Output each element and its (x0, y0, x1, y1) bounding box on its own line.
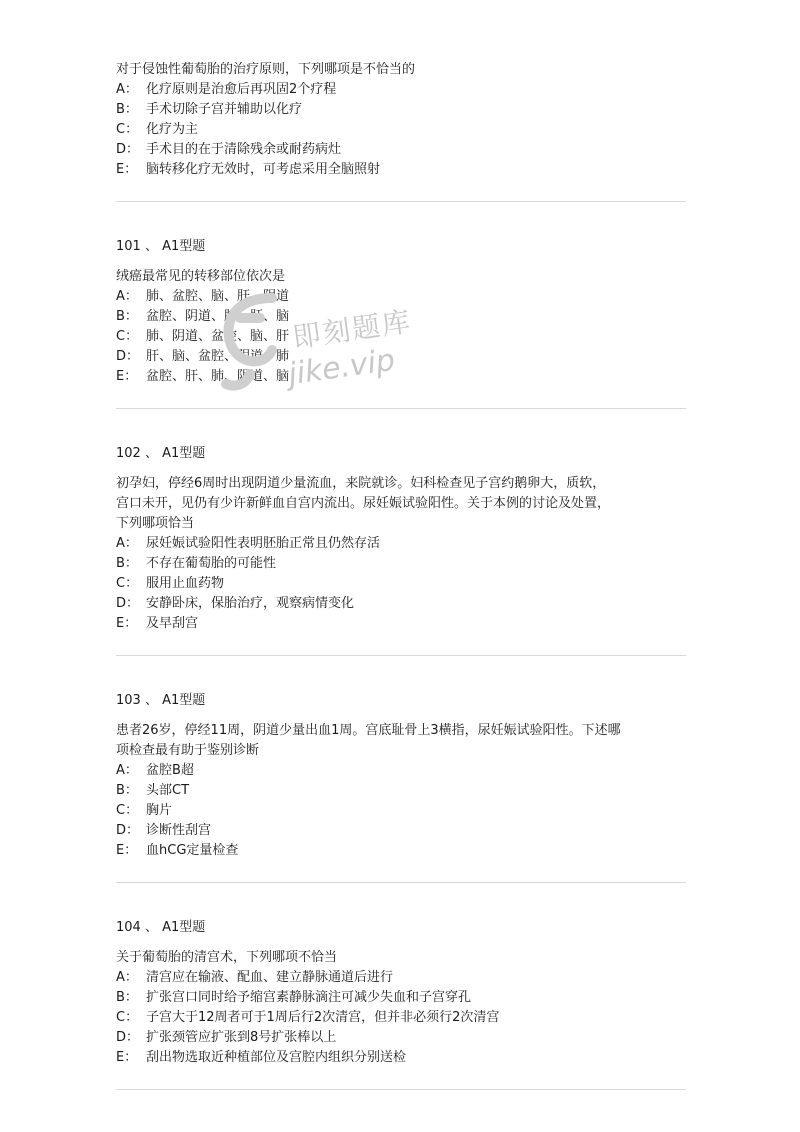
question-103 (116, 656, 686, 861)
option-letter: B： (116, 102, 138, 117)
option-text: 化疗原则是治愈后再巩固2个疗程 (146, 82, 337, 97)
option-e (116, 367, 686, 387)
option-a (116, 287, 686, 307)
option-text: 尿妊娠试验阳性表明胚胎正常且仍然存活 (146, 536, 381, 551)
question-stem-line: 宫口未开，见仍有少许新鲜血自宫内流出。尿妊娠试验阳性。关于本例的讨论及处置， (116, 496, 611, 511)
question-stem-line: 下列哪项恰当 (116, 516, 195, 531)
option-letter: D： (116, 142, 140, 157)
question-101 (116, 202, 686, 387)
option-text: 肺、盆腔、脑、肝、阴道 (146, 289, 290, 304)
option-a (116, 968, 686, 988)
option-letter: E： (116, 162, 138, 177)
option-e (116, 614, 686, 634)
option-d (116, 347, 686, 367)
option-text: 脑转移化疗无效时，可考虑采用全脑照射 (146, 162, 381, 177)
option-letter: D： (116, 823, 140, 838)
option-text: 胸片 (146, 803, 173, 818)
option-b (116, 988, 686, 1008)
question-stem: 绒癌最常见的转移部位依次是 (116, 269, 286, 284)
option-text: 手术切除子宫并辅助以化疗 (146, 102, 303, 117)
question-stem-line: 初孕妇，停经6周时出现阴道少量流血，来院就诊。妇科检查见子宫约鹅卵大，质软， (116, 476, 606, 491)
option-letter: A： (116, 763, 138, 778)
option-text: 头部CT (146, 783, 190, 798)
option-letter: B： (116, 556, 138, 571)
option-text: 血hCG定量检查 (146, 843, 239, 858)
option-text: 手术目的在于清除残余或耐药病灶 (146, 142, 342, 157)
option-text: 及早刮宫 (146, 616, 199, 631)
option-c (116, 120, 686, 140)
option-text: 清宫应在输液、配血、建立静脉通道后进行 (146, 970, 394, 985)
option-letter: A： (116, 82, 138, 97)
watermark-url: jike.vip (286, 342, 398, 393)
option-e (116, 160, 686, 180)
option-c (116, 1008, 686, 1028)
divider (116, 1089, 686, 1090)
option-d (116, 594, 686, 614)
option-c (116, 327, 686, 347)
option-letter: C： (116, 576, 139, 591)
option-b (116, 307, 686, 327)
option-text: 子宫大于12周者可于1周后行2次清宫，但并非必须行2次清宫 (146, 1010, 500, 1025)
option-letter: E： (116, 616, 138, 631)
option-text: 盆腔B超 (146, 763, 194, 778)
option-letter: D： (116, 1030, 140, 1045)
option-d (116, 821, 686, 841)
option-b (116, 100, 686, 120)
option-text: 化疗为主 (146, 122, 199, 137)
question-102 (116, 409, 686, 634)
document-page (116, 60, 686, 1090)
option-text: 盆腔、肝、肺、阴道、脑 (146, 369, 290, 384)
option-c (116, 574, 686, 594)
option-text: 肺、阴道、盆腔、脑、肝 (146, 329, 290, 344)
question-104 (116, 883, 686, 1068)
option-b (116, 781, 686, 801)
option-letter: A： (116, 536, 138, 551)
option-c (116, 801, 686, 821)
question-header: 103 、 A1型题 (116, 693, 206, 708)
option-letter: B： (116, 783, 138, 798)
question-header: 104 、 A1型题 (116, 920, 206, 935)
option-d (116, 1028, 686, 1048)
option-letter: A： (116, 970, 138, 985)
option-letter: B： (116, 990, 138, 1005)
option-e (116, 841, 686, 861)
option-e (116, 1048, 686, 1068)
question-stem-line: 患者26岁，停经11周，阴道少量出血1周。宫底耻骨上3横指，尿妊娠试验阳性。下述哪 (116, 723, 621, 738)
option-letter: C： (116, 803, 139, 818)
question-header: 102 、 A1型题 (116, 446, 206, 461)
question-stem-line: 项检查最有助于鉴别诊断 (116, 743, 260, 758)
option-text: 安静卧床，保胎治疗，观察病情变化 (146, 596, 355, 611)
option-a (116, 80, 686, 100)
option-d (116, 140, 686, 160)
option-text: 扩张颈管应扩张到8号扩张棒以上 (146, 1030, 337, 1045)
option-letter: E： (116, 1050, 138, 1065)
question-100 (116, 60, 686, 180)
option-letter: E： (116, 369, 138, 384)
option-a (116, 534, 686, 554)
option-text: 诊断性刮宫 (146, 823, 212, 838)
option-letter: E： (116, 843, 138, 858)
option-text: 盆腔、阴道、肺、肝、脑 (146, 309, 290, 324)
option-letter: A： (116, 289, 138, 304)
option-letter: B： (116, 309, 138, 324)
question-stem: 对于侵蚀性葡萄胎的治疗原则，下列哪项是不恰当的 (116, 62, 416, 77)
option-text: 刮出物选取近种植部位及宫腔内组织分别送检 (146, 1050, 407, 1065)
option-text: 肝、脑、盆腔、阴道、肺 (146, 349, 290, 364)
watermark-text: 即刻题库 (290, 304, 414, 355)
option-text: 扩张宫口同时给予缩宫素静脉滴注可减少失血和子宫穿孔 (146, 990, 472, 1005)
option-text: 不存在葡萄胎的可能性 (146, 556, 277, 571)
option-letter: C： (116, 122, 139, 137)
option-letter: D： (116, 349, 140, 364)
question-header: 101 、 A1型题 (116, 239, 206, 254)
option-letter: C： (116, 329, 139, 344)
option-b (116, 554, 686, 574)
option-letter: D： (116, 596, 140, 611)
question-stem: 关于葡萄胎的清宫术，下列哪项不恰当 (116, 950, 338, 965)
option-letter: C： (116, 1010, 139, 1025)
option-a (116, 761, 686, 781)
option-text: 服用止血药物 (146, 576, 225, 591)
